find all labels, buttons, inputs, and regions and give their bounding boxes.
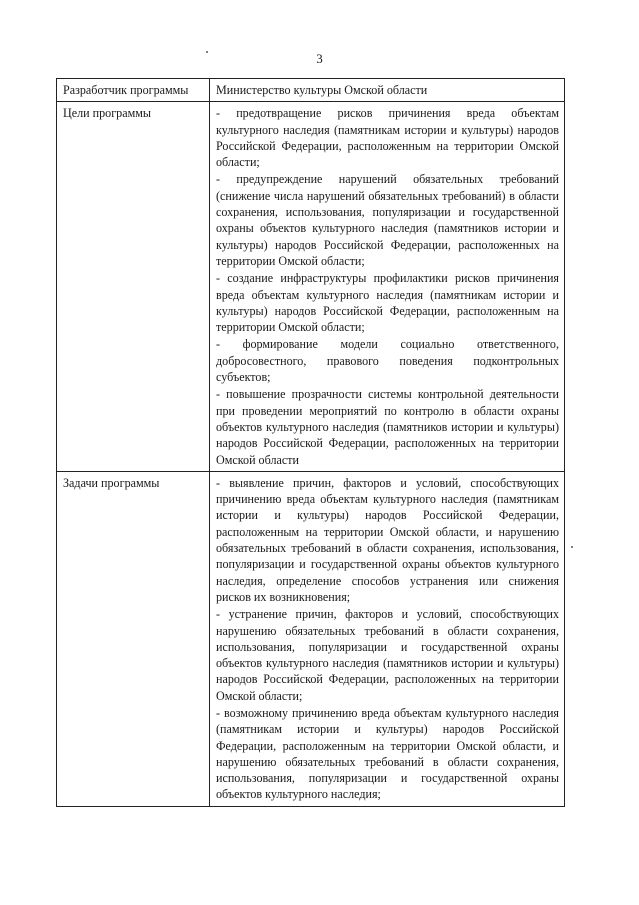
row-label-goals: Цели программы — [57, 102, 210, 472]
row-label-developer: Разработчик программы — [57, 79, 210, 102]
goal-paragraph: - предупреждение нарушений обязательных требований (снижение числа нарушений обязательных требований) в области сохранения, использования, популяризации и государственной охраны объектов культурного наследия (памятников истории и культуры) народов Российской Федерации, расположенных на территории Омской области; — [216, 172, 559, 268]
row-label-tasks: Задачи программы — [57, 471, 210, 806]
goal-paragraph: - повышение прозрачности системы контрольной деятельности при проведении мероприятий по контролю в области охраны объектов культурного наследия (памятников истории и культуры) народов Российской Федерации, расположенных на территории Омской области — [216, 387, 559, 467]
goal-paragraph: - создание инфраструктуры профилактики рисков причинения вреда объектам культурного наследия (памятникам истории и культуры) народов Российской Федерации, расположенным на территории Омской области; — [216, 271, 559, 335]
program-passport-table — [56, 78, 565, 807]
page-number: 3 — [316, 51, 323, 66]
row-content-tasks — [210, 471, 565, 806]
developer-paragraph: Министерство культуры Омской области — [216, 83, 428, 97]
table-row-tasks — [57, 471, 565, 806]
task-paragraph: - выявление причин, факторов и условий, способствующих причинению вреда объектам культурного наследия (памятникам истории и культуры) народов Российской Федерации, расположенным на территории Омской области, и нарушению обязательных требований в области сохранения, использования, популяризации и государственной охраны объектов культурного наследия, определение способов устранения или снижения рисков их возникновения; — [216, 475, 559, 604]
row-content-developer — [210, 79, 565, 102]
table-row-developer — [57, 79, 565, 102]
table-row-goals — [57, 102, 565, 472]
goal-paragraph: - формирование модели социально ответственного, добросовестного, правового поведения подконтрольных субъектов; — [216, 337, 559, 385]
task-paragraph: - возможному причинению вреда объектам культурного наследия (памятникам истории и культуры) народов Российской Федерации, расположенным на территории Омской области, и нарушению обязательных требований в области сохранения, использования, популяризации и государственной охраны объектов культурного наследия; — [216, 705, 559, 802]
row-content-goals — [210, 102, 565, 472]
goal-paragraph: - предотвращение рисков причинения вреда объектам культурного наследия (памятникам истории и культуры) народов Российской Федерации, расположенным на территории Омской области; — [216, 106, 559, 170]
scan-speck-right — [571, 546, 573, 548]
task-paragraph: - устранение причин, факторов и условий, способствующих нарушению обязательных требований в области сохранения, использования, популяризации и государственной охраны объектов культурного наследия (памятников истории и культуры) народов Российской Федерации, расположенных на территории Омской области; — [216, 607, 559, 703]
scan-speck-top — [206, 51, 208, 53]
